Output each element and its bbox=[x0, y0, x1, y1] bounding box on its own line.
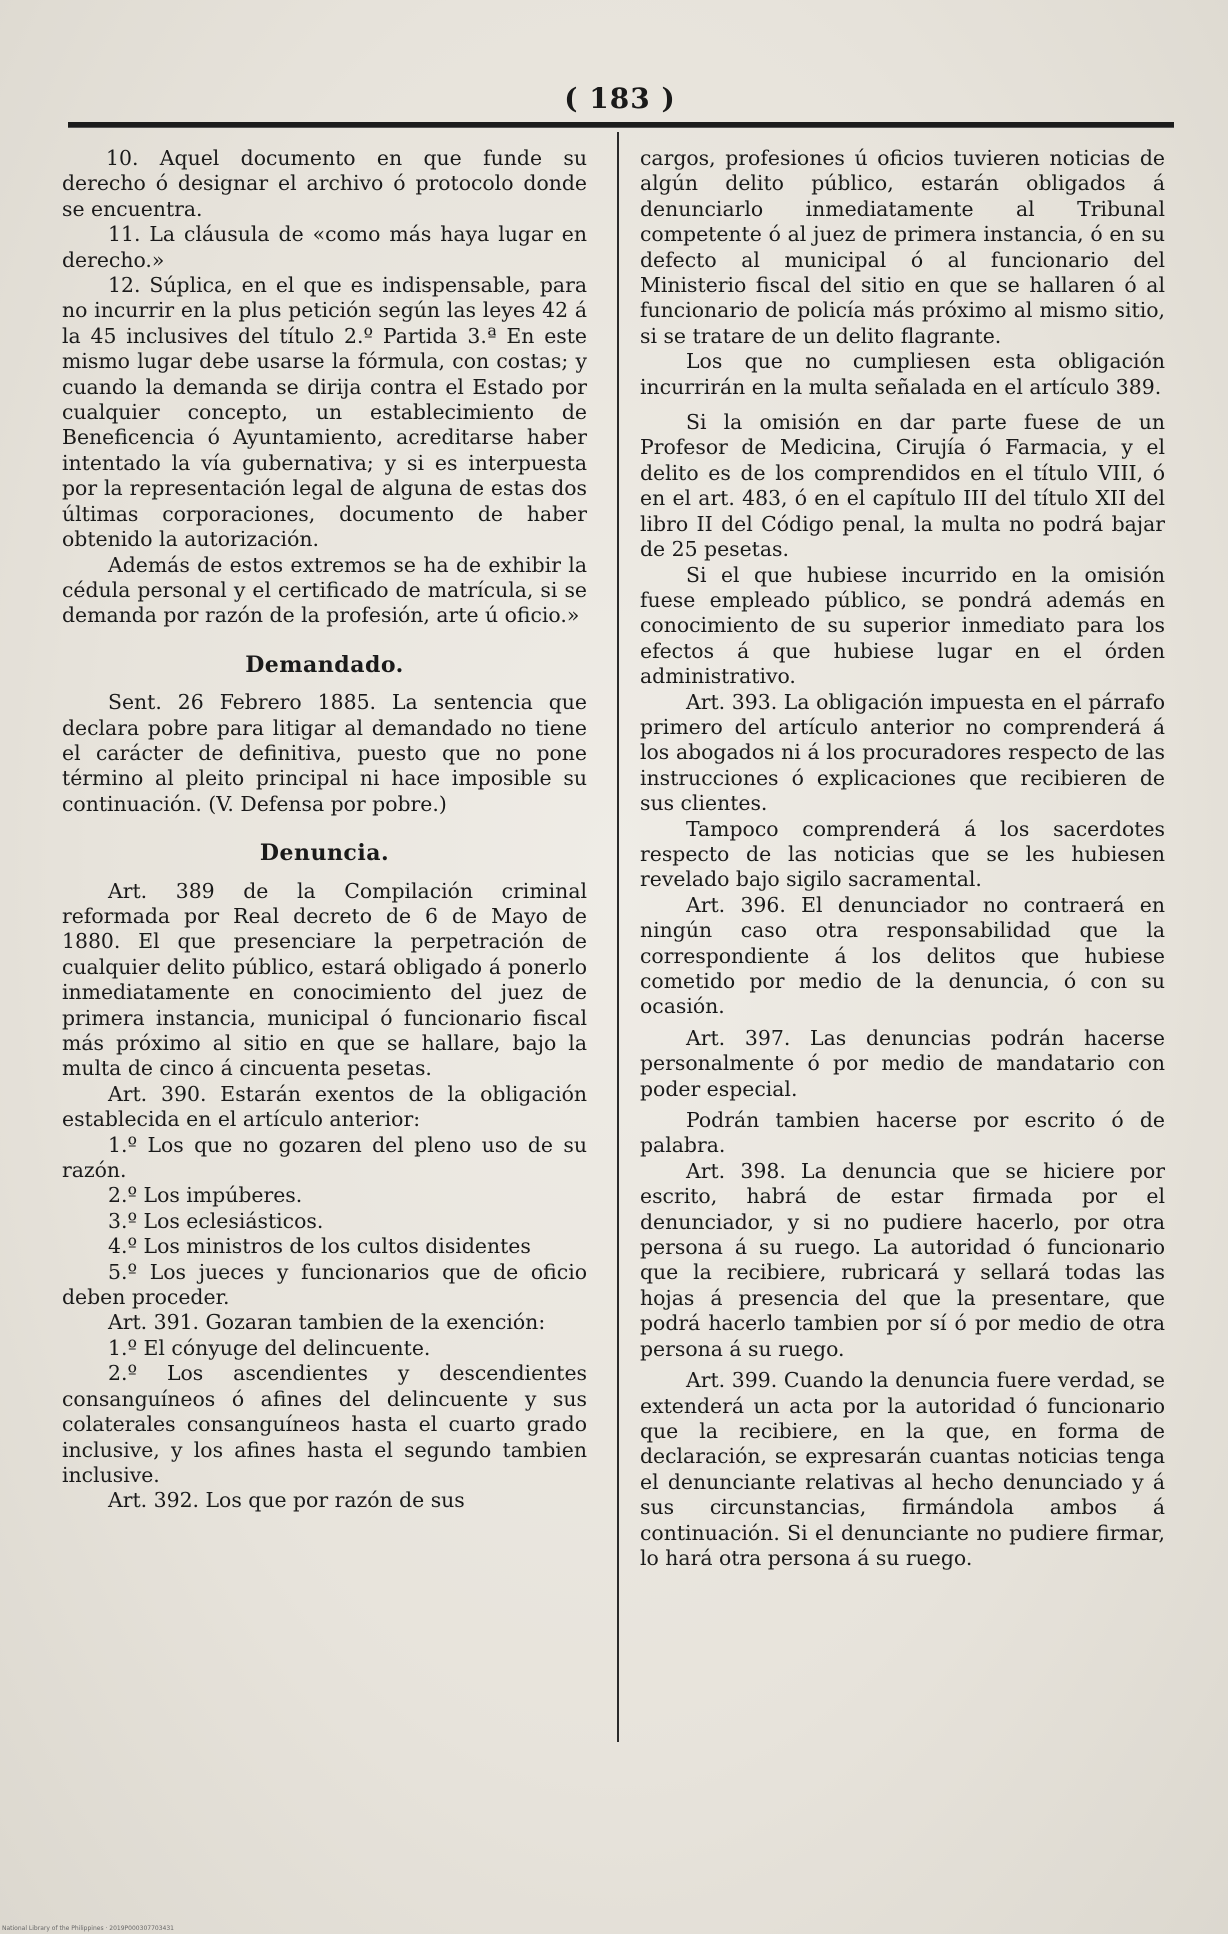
paragraph-art-396: Art. 396. El denunciador no contraerá en ningún caso otra responsabilidad que la correspondiente á los delitos que hubiese cometido por medio de la denuncia, ó con su ocasión. bbox=[640, 892, 1165, 1019]
list-item-391-2: 2.º Los ascendientes y descendientes consanguíneos ó afines del delincuente y sus colaterales consanguíneos hasta el cuarto grado inclusive, y los afines hasta el segundo tambien inclusive. bbox=[62, 1361, 587, 1487]
paragraph-art-391: Art. 391. Gozaran tambien de la exención: bbox=[108, 1310, 546, 1335]
paragraph-art-393: Art. 393. La obligación impuesta en el párrafo primero del artículo anterior no comprenderá á los abogados ni á los procuradores respecto de las instrucciones ó explicaciones que recibieren de sus clientes. bbox=[640, 689, 1165, 816]
list-item-390-2: 2.º Los impúberes. bbox=[108, 1183, 303, 1208]
paragraph-item-12: 12. Súplica, en el que es indispensable, para no incurrir en la plus petición según las leyes 42 á la 45 inclusives del título 2.º Partida 3.ª En este mismo lugar debe usarse la fórmula, con costas; y cuando la demanda se dirija contra el Estado por cualquier concepto, un establecimiento de Beneficencia ó Ayuntamiento, acreditarse haber intentado la vía gubernativa; y si es interpuesta por la representación legal de alguna de estas dos últimas corporaciones, documento de haber obtenido la autorización. bbox=[62, 273, 587, 552]
list-item-390-3: 3.º Los eclesiásticos. bbox=[108, 1208, 324, 1233]
paragraph-art-390: Art. 390. Estarán exentos de la obligación establecida en el artículo anterior: bbox=[62, 1081, 587, 1132]
page-number: ( 183 ) bbox=[564, 82, 676, 115]
paragraph-los-que: Los que no cumpliesen esta obligación incurrirán en la multa señalada en el artículo 389. bbox=[640, 349, 1165, 399]
column-divider bbox=[617, 132, 619, 1742]
section-heading-demandado: Demandado. bbox=[245, 651, 404, 678]
section-heading-denuncia: Denuncia. bbox=[259, 840, 390, 867]
paragraph-item-11: 11. La cláusula de «como más haya lugar en derecho.» bbox=[62, 222, 587, 272]
paragraph-item-10: 10. Aquel documento en que funde su derecho ó designar el archivo ó protocolo donde se encuentra. bbox=[62, 146, 587, 221]
list-item-390-5: 5.º Los jueces y funcionarios que de oficio deben proceder. bbox=[62, 1259, 587, 1310]
list-item-391-1: 1.º El cónyuge del delincuente. bbox=[108, 1335, 431, 1360]
paragraph-tampoco: Tampoco comprenderá á los sacerdotes respecto de las noticias que se les hubiesen revelado bajo sigilo sacramental. bbox=[640, 816, 1165, 892]
paragraph-art-398: Art. 398. La denuncia que se hiciere por escrito, habrá de estar firmada por el denunciador, y si no pudiere hacerlo, por otra persona á su ruego. La autoridad ó funcionario que la recibiere, rubricará y sellará todas las hojas á presencia del que la presentare, que podrá hacerlo tambien por sí ó por medio de otra persona á su ruego. bbox=[640, 1158, 1165, 1361]
library-watermark: National Library of the Philippines · 2019P000307703431 bbox=[2, 1925, 174, 1932]
left-column bbox=[62, 146, 587, 1514]
paragraph-art-397: Art. 397. Las denuncias podrán hacerse personalmente ó por medio de mandatario con poder especial. bbox=[640, 1025, 1165, 1101]
paragraph-art-392-continued: cargos, profesiones ú oficios tuvieren noticias de algún delito público, estarán obligados á denunciarlo inmediatamente al Tribunal competente ó al juez de primera instancia, ó en su defecto al municipal ó al funcionario del Ministerio fiscal del sitio en que se hallaren ó al funcionario de policía más próximo al mismo sitio, si se tratare de un delito flagrante. bbox=[640, 146, 1165, 348]
paragraph-art-392: Art. 392. Los que por razón de sus bbox=[108, 1488, 465, 1513]
list-item-390-1: 1.º Los que no gozaren del pleno uso de su razón. bbox=[62, 1132, 587, 1183]
header-rule bbox=[68, 122, 1174, 128]
paragraph-si-empleado: Si el que hubiese incurrido en la omisión fuese empleado público, se pondrá además en conocimiento de su superior inmediato para los efectos á que hubiese lugar en el órden administrativo. bbox=[640, 562, 1165, 689]
paragraph-si-omision: Si la omisión en dar parte fuese de un Profesor de Medicina, Cirujía ó Farmacia, y el delito es de los comprendidos en el título VIII, ó en el art. 483, ó en el capítulo III del título XII del libro II del Código penal, la multa no podrá bajar de 25 pesetas. bbox=[640, 410, 1165, 562]
paragraph-ademas: Además de estos extremos se ha de exhibir la cédula personal y el certificado de matrícula, si se demanda por razón de la profesión, arte ú oficio.» bbox=[62, 552, 587, 628]
right-column bbox=[640, 146, 1165, 1571]
list-item-390-4: 4.º Los ministros de los cultos disidentes bbox=[108, 1234, 531, 1259]
paragraph-sentencia: Sent. 26 Febrero 1885. La sentencia que declara pobre para litigar al demandado no tiene el carácter de definitiva, puesto que no pone término al pleito principal ni hace imposible su continuación. (V. Defensa por pobre.) bbox=[62, 690, 587, 816]
paragraph-art-389: Art. 389 de la Compilación criminal reformada por Real decreto de 6 de Mayo de 1880. El que presenciare la perpetración de cualquier delito público, estará obligado á ponerlo inmediatamente en conocimiento del juez de primera instancia, municipal ó funcionario fiscal más próximo al sitio en que se hallare, bajo la multa de cinco á cincuenta pesetas. bbox=[62, 878, 587, 1081]
paragraph-podran: Podrán tambien hacerse por escrito ó de palabra. bbox=[640, 1108, 1165, 1158]
paragraph-art-399: Art. 399. Cuando la denuncia fuere verdad, se extenderá un acta por la autoridad ó funcionario que la recibiere, en la que, en forma de declaración, se expresarán cuantas noticias tenga el denunciante relativas al hecho denunciado y á sus circunstancias, firmándola ambos á continuación. Si el denunciante no pudiere firmar, lo hará otra persona á su ruego. bbox=[640, 1368, 1165, 1570]
